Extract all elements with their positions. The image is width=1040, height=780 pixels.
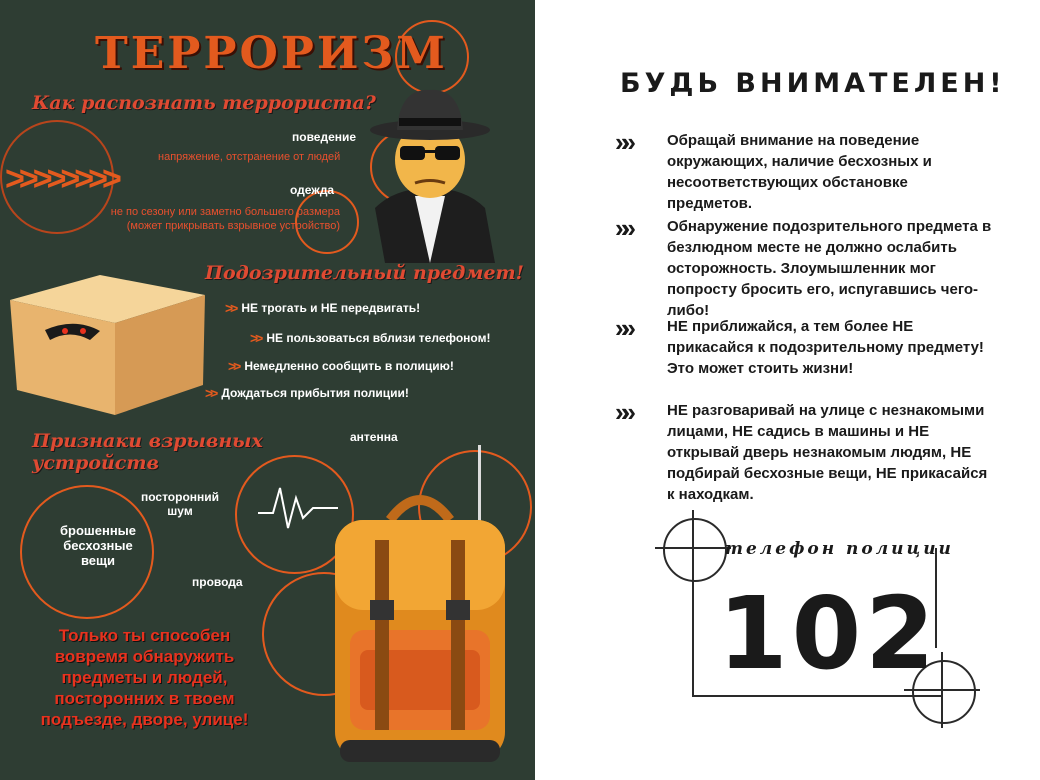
chevron-icon: »» <box>615 313 628 343</box>
crosshair-icon <box>692 510 694 586</box>
chevron-icon: >> <box>250 330 261 346</box>
chevron-icon: >> <box>225 300 236 316</box>
list-item: >> НЕ пользоваться вблизи телефоном! <box>250 330 491 346</box>
crosshair-icon <box>663 518 727 582</box>
antenna-label: антенна <box>350 430 398 444</box>
chevron-icon: >>>>>>>> <box>5 160 116 198</box>
wires-label: провода <box>192 575 243 589</box>
chevron-icon: >> <box>228 358 239 374</box>
abandoned-label: брошенные бесхозные вещи <box>59 523 136 568</box>
section-heading-suspicious: Подозрительный предмет! <box>205 262 524 284</box>
frame-line <box>692 695 942 697</box>
chevron-icon: »» <box>615 397 628 427</box>
crosshair-icon <box>941 652 943 728</box>
tip-item: »» НЕ разговаривай на улице с незнакомыми лицами, НЕ садись в машины и НЕ открывай дверь незнакомым людям, НЕ подбирай бесхозные вещи, НЕ прикасайся к находкам. <box>615 397 988 503</box>
poster-title: ТЕРРОРИЗМ <box>95 28 448 79</box>
list-item: >> НЕ трогать и НЕ передвигать! <box>225 300 421 316</box>
list-item: >> Дождаться прибытия полиции! <box>205 385 409 401</box>
phone-number: 102 <box>718 575 939 692</box>
box-icon <box>5 265 210 420</box>
clothes-desc: не по сезону или заметно большего размера (может прикрывать взрывное устройство) <box>110 206 340 232</box>
warning-note: Только ты способен вовремя обнаружить предметы и людей, посторонних в твоем подъезде, дворе, улице! <box>40 626 249 729</box>
behavior-label: поведение <box>292 130 357 144</box>
backpack-icon <box>320 480 520 770</box>
hat-man-icon <box>355 78 505 263</box>
clothes-label: одежда <box>290 183 335 197</box>
behavior-desc: напряжение, отстранение от людей <box>158 151 341 163</box>
page-title: БУДЬ ВНИМАТЕЛЕН! <box>620 68 1006 99</box>
frame-line <box>692 586 694 696</box>
tip-item: »» Обращай внимание на поведение окружающих, наличие бесхозных и несоответствующих обстановке предметов. <box>615 127 932 212</box>
right-info-panel <box>535 0 1040 780</box>
tip-item: »» Обнаружение подозрительного предмета в безлюдном месте не должно ослабить осторожность. Злоумышленник мог попросту бросить его, испугавшись чего-либо! <box>615 213 992 319</box>
chevron-icon: >> <box>205 385 216 401</box>
noise-label: посторонний шум <box>140 490 220 518</box>
chevron-icon: »» <box>615 213 628 243</box>
chevron-icon: »» <box>615 127 628 157</box>
list-item: >> Немедленно сообщить в полицию! <box>228 358 454 374</box>
tip-item: »» НЕ приближайся, а тем более НЕ прикасайся к подозрительному предмету! Это может стоить жизни! <box>615 313 984 377</box>
section-heading-recognize: Как распознать террориста? <box>32 92 376 114</box>
phone-label: телефон полиции <box>725 539 954 559</box>
section-heading-devices: Признаки взрывных устройств <box>32 430 263 474</box>
